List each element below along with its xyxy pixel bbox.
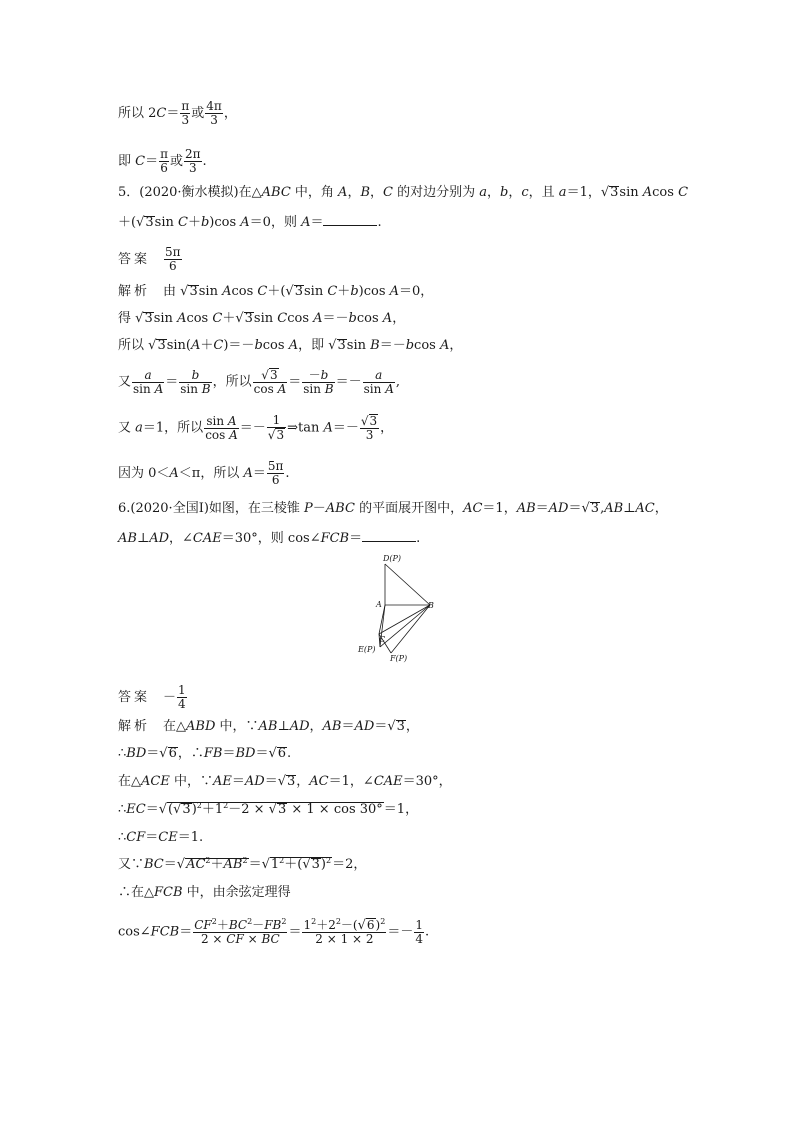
solution-6-line-6: 又$\because BC=√AC^2+AB^2=√1^2+(√3)^2=2$，: [118, 856, 367, 872]
solution-5-line-4: 又 $\frac{a}{\text{sin A}}$ ＝ $\frac{b}{\text{sin B}}$ ，所以 $\frac{√3}{\text{cos A}}$ ＝ $\frac{-b}{\text{sin B}}$ ＝－ $\frac{a}{\text{sin A}}$ ,: [118, 367, 400, 396]
solution-5-line-3: 所以 √3sin(A＋C)＝－bcos A，即 √3sin B＝－bcos A，: [118, 338, 463, 353]
solution-6-line-5: ∴CF＝CE＝1.: [118, 830, 204, 845]
solution-6-line-7: ∴在△FCB 中，由余弦定理得: [118, 885, 291, 900]
label-a: A: [376, 600, 382, 609]
label-c: C: [379, 635, 386, 644]
solution-5-line-6: 因为 0＜A＜π，所以 A＝ $\frac{5\pi}{6}$ .: [118, 459, 290, 487]
problem-5-line-2: ＋(√3sin C＋b)cos A＝0，则 A＝ .: [118, 215, 382, 230]
net-figure: [350, 550, 450, 668]
solution-6-line-4: $\therefore EC=√(√3)^2+1^2-2 \times √3 \times 1 \times \cos 30^\circ=1$，: [118, 801, 419, 817]
problem-6-line-2: AB⊥AD，∠CAE＝30°，则 cos∠FCB＝ .: [118, 531, 421, 546]
line-2: 即 C＝ $\frac{\pi}{6}$ 或 $\frac{2\pi}{3}$ .: [118, 147, 207, 175]
problem-6-line-1: 6.(2020·全国Ⅰ)如图，在三棱锥 P－ABC 的平面展开图中，AC＝1，AB＝AD＝√3,AB⊥AC，: [118, 501, 668, 516]
label-d: D(P): [383, 554, 402, 563]
solution-5-line-2: 得 √3sin Acos C＋√3sin Ccos A＝－bcos A，: [118, 311, 406, 326]
solution-5-line-1: 解析 由 √3sin Acos C＋(√3sin C＋b)cos A＝0，: [118, 284, 434, 299]
solution-5-line-5: 又 a＝1，所以 $\frac{\text{sin A}}{\text{cos A}}$ ＝－ $\frac{1}{√3}$ ⇒tan A＝－ $\frac{√3}{3}$ ，: [118, 413, 394, 442]
label-f: F(P): [390, 654, 408, 663]
answer-6: 答案 － $\frac{1}{4}$: [118, 683, 186, 711]
label-e: E(P): [358, 645, 376, 654]
solution-6-line-8: cos∠FCB＝ $\frac{CF^2+BC^2-FB^2}{2 \times CF \times BC}$ ＝ $\frac{1^2+2^2-(√6)^2}{2 \times 1 \times 2}$ ＝－ $\frac{1}{4}$ .: [118, 916, 430, 946]
solution-6-line-2: ∴BD＝√6，∴FB＝BD＝√6.: [118, 746, 292, 761]
solution-6-line-3: 在△ACE 中，∵AE＝AD＝√3，AC＝1，∠CAE＝30°，: [118, 774, 452, 789]
problem-5-line-1: 5．(2020·衡水模拟)在△ABC 中，角 A，B，C 的对边分别为 a，b，c，且 a＝1，√3sin Acos C: [118, 185, 689, 200]
line-1: 所以 2C＝ $\frac{\pi}{3}$ 或 $\frac{4\pi}{3}$ ，: [118, 99, 237, 127]
answer-5: 答案 $\frac{5\pi}{6}$: [118, 245, 181, 273]
solution-6-line-1: 解析 在△ABD 中，∵AB⊥AD，AB＝AD＝√3，: [118, 719, 419, 734]
label-b: B: [428, 601, 434, 610]
